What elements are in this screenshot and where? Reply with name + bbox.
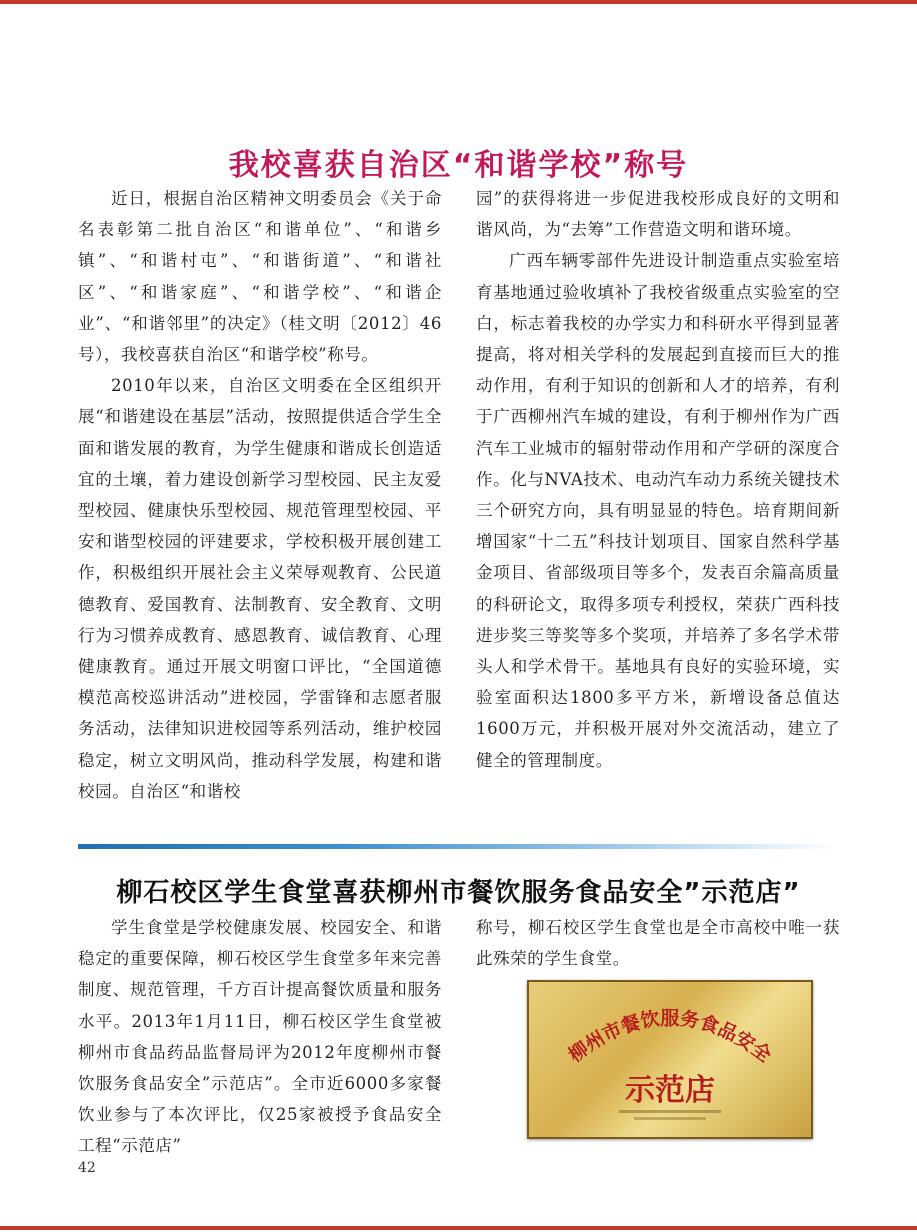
plaque-graphic	[529, 982, 811, 1137]
page-number: 42	[78, 1160, 96, 1176]
plaque-arc-text: 柳州市餐饮服务食品安全	[564, 1007, 776, 1067]
plaque-small-print-line	[634, 1117, 706, 1120]
article1-right-column	[476, 183, 840, 776]
article2-paragraph-1-continued: 称号，柳石校区学生食堂也是全市高校中唯一获此殊荣的学生食堂。	[476, 918, 840, 969]
svg-text:柳州市餐饮服务食品安全	[564, 1007, 776, 1067]
article1-paragraph-2-continued: 园”的获得将进一步促进我校形成良好的文明和谐风尚，为“去筹”工作营造文明和谐环境。	[476, 189, 840, 240]
plaque-small-print-line	[619, 1110, 721, 1113]
award-plaque-photo	[527, 980, 813, 1139]
article1-paragraph-2: 2010年以来，自治区文明委在全区组织开展“和谐建设在基层”活动，按照提供适合学生全面和谐发展的教育，为学生健康和谐成长创造适宜的土壤，着力建设创新学习型校园、民主友爱型校园、健康快乐型校园、规范管理型校园、平安和谐型校园的评建要求，学校积极开展创建工作，积极组织开展社会主义荣辱观教育、公民道德教育、爱国教育、法制教育、安全教育、文明行为习惯养成教育、感恩教育、诚信教育、心理健康教育。通过开展文明窗口评比，“全国道德模范高校巡讲活动”进校园，学雷锋和志愿者服务活动，法律知识进校园等系列活动，维护校园稳定，树立文明风尚，推动科学发展，构建和谐校园。自治区“和谐校	[78, 376, 442, 801]
article1-paragraph-3: 广西车辆零部件先进设计制造重点实验室培育基地通过验收填补了我校省级重点实验室的空白，标志着我校的办学实力和科研水平得到显著提高，将对相关学科的发展起到直接而巨大的推动作用，有利于知识的创新和人才的培养，有利于广西柳州汽车城的建设，有利于柳州作为广西汽车工业城市的辐射带动作用和产学研的深度合作。化与NVA技术、电动汽车动力系统关键技术三个研究方向，具有明显显的特色。培育期间新增国家“十二五”科技计划项目、国家自然科学基金项目、省部级项目等多个，发表百余篇高质量的科研论文，取得多项专利授权，荣获广西科技进步奖三等奖等多个奖项，并培养了多名学术带头人和学术骨干。基地具有良好的实验环境，实验室面积达1800多平方米，新增设备总值达1600万元，并积极开展对外交流活动，建立了健全的管理制度。	[476, 251, 840, 770]
top-border-rule	[0, 0, 917, 4]
section-divider	[78, 844, 838, 849]
article-title-harmonious-school: 我校喜获自治区“和谐学校”称号	[228, 148, 689, 183]
article1-paragraph-1: 近日，根据自治区精神文明委员会《关于命名表彰第二批自治区“和谐单位”、“和谐乡镇”、“和谐村屯”、“和谐街道”、“和谐社区”、“和谐家庭”、“和谐学校”、“和谐企业”、“和谐邻里”的决定》（桂文明〔2012〕46号），我校喜获自治区“和谐学校”称号。	[78, 189, 442, 365]
article1-left-column	[78, 183, 442, 807]
article2-paragraph-1: 学生食堂是学校健康发展、校园安全、和谐稳定的重要保障，柳石校区学生食堂多年来完善制度、规范管理，千方百计提高餐饮质量和服务水平。2013年1月11日，柳石校区学生食堂被柳州市食品药品监督局评为2012年度柳州市餐饮服务食品安全”示范店”。全市近6000多家餐饮业参与了本次评比，仅25家被授予食品安全工程“示范店”	[78, 918, 442, 1156]
bottom-border-rule	[0, 1226, 917, 1230]
article-title-canteen-award: 柳石校区学生食堂喜获柳州市餐饮服务食品安全”示范店”	[116, 878, 801, 908]
plaque-main-text: 示范店	[625, 1073, 715, 1108]
article2-right-column	[476, 912, 840, 974]
article2-left-column	[78, 912, 442, 1162]
